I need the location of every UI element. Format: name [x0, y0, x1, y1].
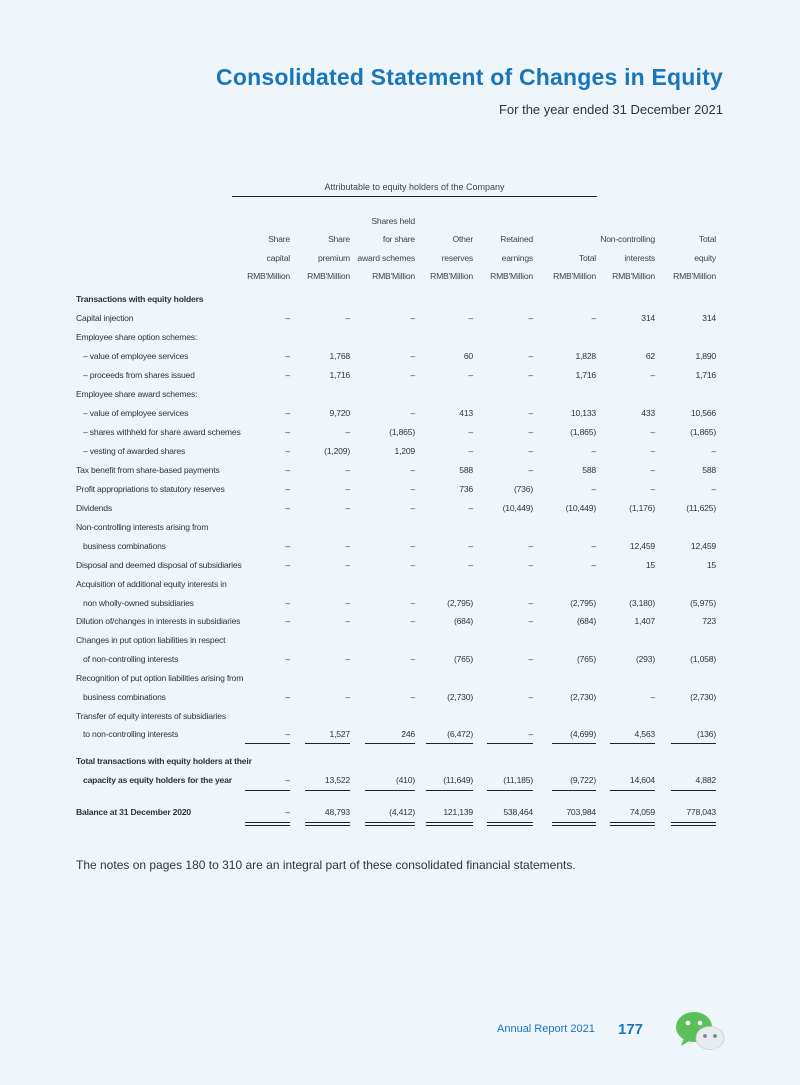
table-cell: 588	[702, 465, 716, 475]
table-cell: –	[468, 313, 473, 323]
table-cell: –	[591, 560, 596, 570]
table-cell: 588	[582, 465, 596, 475]
column-header-8	[673, 212, 716, 285]
table-row	[0, 650, 800, 668]
column-header-line: award schemes	[357, 252, 415, 263]
column-header-line: RMB'Million	[612, 270, 655, 281]
table-cell: (765)	[453, 654, 473, 664]
subtotal-rule	[610, 743, 655, 744]
column-header-3	[357, 212, 415, 285]
table-cell: (1,865)	[570, 427, 596, 437]
column-header-line: Other	[452, 234, 473, 245]
balance-double-rule	[305, 825, 350, 826]
row-label: non wholly-owned subsidiaries	[83, 598, 194, 608]
table-cell: –	[528, 654, 533, 664]
table-cell: 1,768	[329, 351, 350, 361]
table-cell: –	[410, 616, 415, 626]
table-cell: 538,464	[503, 807, 533, 817]
column-header-2	[307, 212, 350, 285]
table-cell: (2,730)	[447, 692, 473, 702]
column-header-line	[490, 212, 533, 230]
row-label: Changes in put option liabilities in respect	[76, 635, 226, 645]
row-label: Non-controlling interests arising from	[76, 522, 209, 532]
row-label: Profit appropriations to statutory reserves	[76, 484, 225, 494]
table-cell: 14,604	[629, 775, 655, 785]
table-cell: –	[591, 484, 596, 494]
table-cell: (4,412)	[389, 807, 415, 817]
footnote: The notes on pages 180 to 310 are an integral part of these consolidated financial statements.	[76, 858, 576, 872]
table-cell: –	[285, 692, 290, 702]
column-header-line: Total	[578, 252, 596, 263]
balance-double-rule	[671, 825, 716, 826]
table-cell: –	[410, 370, 415, 380]
column-header-7	[600, 212, 655, 285]
column-header-1	[247, 212, 290, 285]
row-label: business combinations	[83, 541, 166, 551]
table-cell: (2,795)	[570, 598, 596, 608]
total-rule	[365, 790, 415, 791]
table-cell: –	[345, 541, 350, 551]
balance-double-rule	[305, 822, 350, 823]
attributable-group-header: Attributable to equity holders of the Company	[324, 182, 505, 192]
table-cell: –	[410, 484, 415, 494]
table-cell: 1,716	[329, 370, 350, 380]
total-rule	[610, 790, 655, 791]
table-cell: 10,133	[570, 408, 596, 418]
table-row	[0, 556, 800, 574]
table-row	[0, 537, 800, 555]
column-header-line: interests	[624, 252, 655, 263]
table-cell: (736)	[513, 484, 533, 494]
table-row	[0, 688, 800, 706]
balance-double-rule	[245, 822, 290, 823]
table-row	[0, 461, 800, 479]
table-cell: 433	[641, 408, 655, 418]
table-row	[0, 631, 800, 649]
table-row	[0, 575, 800, 593]
total-rule	[552, 790, 596, 791]
table-cell: –	[285, 408, 290, 418]
table-cell: –	[468, 560, 473, 570]
column-header-line: capital	[266, 252, 290, 263]
column-header-line	[430, 212, 473, 230]
table-cell: –	[528, 729, 533, 739]
total-rule	[305, 790, 350, 791]
table-cell: (6,472)	[447, 729, 473, 739]
table-cell: 9,720	[329, 408, 350, 418]
table-cell: –	[711, 446, 716, 456]
table-cell: 736	[459, 484, 473, 494]
table-cell: –	[345, 313, 350, 323]
table-cell: (684)	[576, 616, 596, 626]
column-header-line: Non-controlling	[600, 234, 655, 245]
row-label: Transfer of equity interests of subsidiaries	[76, 711, 226, 721]
balance-double-rule	[671, 822, 716, 823]
table-cell: (684)	[453, 616, 473, 626]
table-cell: –	[345, 484, 350, 494]
table-cell: –	[591, 313, 596, 323]
table-cell: –	[410, 598, 415, 608]
total-transactions-row-values	[0, 771, 800, 789]
table-cell: –	[711, 484, 716, 494]
table-cell: (10,449)	[502, 503, 533, 513]
column-header-line	[553, 230, 596, 248]
table-cell: (1,176)	[629, 503, 655, 513]
column-header-line: Retained	[500, 234, 533, 245]
table-cell: (5,975)	[690, 598, 716, 608]
row-label: Balance at 31 December 2020	[76, 807, 191, 817]
table-cell: 62	[645, 351, 655, 361]
table-cell: –	[528, 351, 533, 361]
balance-double-rule	[365, 825, 415, 826]
table-row	[0, 290, 800, 308]
table-cell: –	[528, 541, 533, 551]
column-header-line: Share	[268, 234, 290, 245]
row-label: Employee share award schemes:	[76, 389, 198, 399]
table-cell: –	[650, 484, 655, 494]
row-label: Capital injection	[76, 313, 134, 323]
balance-double-rule	[487, 822, 533, 823]
table-row	[0, 669, 800, 687]
table-cell: –	[410, 503, 415, 513]
table-cell: –	[650, 427, 655, 437]
table-cell: –	[285, 807, 290, 817]
table-row	[0, 347, 800, 365]
table-cell: 1,407	[634, 616, 655, 626]
footer-page-number: 177	[618, 1021, 644, 1038]
column-header-line: RMB'Million	[490, 270, 533, 281]
balance-double-rule	[610, 825, 655, 826]
table-cell: –	[285, 541, 290, 551]
table-cell: –	[591, 446, 596, 456]
table-cell: –	[650, 446, 655, 456]
balance-double-rule	[487, 825, 533, 826]
column-header-line: for share	[382, 234, 415, 245]
table-cell: –	[285, 729, 290, 739]
table-cell: 723	[702, 616, 716, 626]
table-cell: –	[285, 484, 290, 494]
table-cell: –	[345, 598, 350, 608]
table-cell: (4,699)	[570, 729, 596, 739]
column-header-line: Total	[698, 234, 716, 245]
table-row	[0, 480, 800, 498]
table-row	[0, 385, 800, 403]
table-cell: (10,449)	[565, 503, 596, 513]
balance-row	[0, 803, 800, 821]
balance-double-rule	[365, 822, 415, 823]
row-label: Tax benefit from share-based payments	[76, 465, 220, 475]
table-cell: –	[410, 313, 415, 323]
table-row	[0, 309, 800, 327]
column-header-line: Share	[328, 234, 350, 245]
table-cell: 15	[645, 560, 655, 570]
table-cell: 703,984	[566, 807, 596, 817]
table-cell: (1,865)	[690, 427, 716, 437]
table-cell: –	[285, 598, 290, 608]
table-cell: (11,649)	[443, 775, 473, 785]
row-label: – shares withheld for share award schemes	[83, 427, 241, 437]
table-cell: –	[285, 775, 290, 785]
total-rule	[245, 790, 290, 791]
table-cell: –	[528, 616, 533, 626]
table-cell: –	[528, 598, 533, 608]
row-label: – value of employee services	[83, 351, 189, 361]
column-header-line: RMB'Million	[307, 270, 350, 281]
table-cell: –	[345, 427, 350, 437]
table-cell: –	[528, 313, 533, 323]
table-cell: –	[528, 446, 533, 456]
table-cell: –	[650, 692, 655, 702]
column-header-line: premium	[317, 252, 350, 263]
table-cell: –	[345, 560, 350, 570]
table-row	[0, 612, 800, 630]
table-cell: 1,716	[695, 370, 716, 380]
table-cell: 1,209	[394, 446, 415, 456]
page-title: Consolidated Statement of Changes in Equity	[216, 64, 723, 90]
table-cell: –	[650, 465, 655, 475]
table-row	[0, 442, 800, 460]
subtotal-rule	[365, 743, 415, 744]
total-rule	[426, 790, 473, 791]
table-cell: –	[410, 408, 415, 418]
table-cell: 314	[702, 313, 716, 323]
table-cell: (410)	[395, 775, 415, 785]
balance-double-rule	[426, 825, 473, 826]
table-cell: –	[468, 446, 473, 456]
table-cell: –	[285, 427, 290, 437]
balance-double-rule	[552, 825, 596, 826]
table-cell: –	[410, 692, 415, 702]
column-header-line	[553, 212, 596, 230]
subtotal-rule	[245, 743, 290, 744]
column-header-6	[553, 212, 596, 285]
table-cell: –	[468, 427, 473, 437]
column-header-line: Shares held	[371, 216, 415, 226]
table-cell: (293)	[635, 654, 655, 664]
column-header-line: RMB'Million	[372, 270, 415, 281]
column-header-line: RMB'Million	[553, 270, 596, 281]
table-cell: 4,563	[634, 729, 655, 739]
total-rule	[671, 790, 716, 791]
column-header-line	[600, 212, 655, 230]
row-label: capacity as equity holders for the year	[83, 775, 232, 785]
row-label: Disposal and deemed disposal of subsidiaries	[76, 560, 242, 570]
table-cell: 48,793	[324, 807, 350, 817]
column-header-line: RMB'Million	[247, 270, 290, 281]
wechat-logo-icon	[674, 1010, 726, 1052]
table-cell: 778,043	[686, 807, 716, 817]
row-label: Dividends	[76, 503, 112, 513]
table-cell: –	[345, 654, 350, 664]
table-row	[0, 404, 800, 422]
table-cell: (1,058)	[690, 654, 716, 664]
subtotal-rule	[552, 743, 596, 744]
footer-report-label: Annual Report 2021	[497, 1023, 595, 1035]
total-transactions-row	[0, 752, 800, 770]
table-cell: (765)	[576, 654, 596, 664]
table-cell: –	[285, 503, 290, 513]
column-header-line	[307, 212, 350, 230]
table-cell: 314	[641, 313, 655, 323]
balance-double-rule	[552, 822, 596, 823]
balance-double-rule	[426, 822, 473, 823]
table-cell: –	[285, 616, 290, 626]
row-label: business combinations	[83, 692, 166, 702]
column-header-line: earnings	[501, 252, 533, 263]
table-cell: –	[650, 370, 655, 380]
column-header-4	[430, 212, 473, 285]
table-row	[0, 328, 800, 346]
table-cell: 413	[459, 408, 473, 418]
subtotal-rule	[487, 743, 533, 744]
group-header-rule	[232, 196, 597, 197]
table-cell: –	[468, 503, 473, 513]
row-label: Recognition of put option liabilities arising from	[76, 673, 244, 683]
table-cell: –	[345, 616, 350, 626]
table-cell: 1,527	[329, 729, 350, 739]
column-header-line: equity	[694, 252, 716, 263]
table-cell: 4,882	[695, 775, 716, 785]
table-cell: –	[528, 370, 533, 380]
table-cell: –	[285, 560, 290, 570]
column-header-line	[673, 212, 716, 230]
row-label: Dilution of/changes in interests in subsidiaries	[76, 616, 241, 626]
table-cell: –	[528, 465, 533, 475]
table-cell: –	[468, 541, 473, 551]
table-cell: (2,795)	[447, 598, 473, 608]
table-cell: 1,890	[695, 351, 716, 361]
table-cell: –	[285, 654, 290, 664]
row-label: Acquisition of additional equity interests in	[76, 579, 227, 589]
subtotal-rule	[305, 743, 350, 744]
table-cell: 12,459	[690, 541, 716, 551]
subtotal-rule	[426, 743, 473, 744]
table-row	[0, 707, 800, 725]
table-cell: –	[528, 408, 533, 418]
table-cell: 74,059	[629, 807, 655, 817]
table-cell: –	[285, 465, 290, 475]
table-cell: 12,459	[629, 541, 655, 551]
row-label: of non-controlling interests	[83, 654, 179, 664]
row-label: to non-controlling interests	[83, 729, 179, 739]
table-cell: –	[345, 465, 350, 475]
row-label: Employee share option schemes:	[76, 332, 198, 342]
table-cell: (9,722)	[570, 775, 596, 785]
table-cell: –	[410, 541, 415, 551]
column-header-line: RMB'Million	[673, 270, 716, 281]
table-row	[0, 518, 800, 536]
table-cell: 13,522	[324, 775, 350, 785]
table-cell: 1,716	[575, 370, 596, 380]
page-subtitle: For the year ended 31 December 2021	[498, 102, 723, 117]
table-cell: 246	[401, 729, 415, 739]
row-label: – value of employee services	[83, 408, 189, 418]
table-cell: –	[285, 446, 290, 456]
table-cell: –	[285, 351, 290, 361]
total-rule	[487, 790, 533, 791]
balance-double-rule	[245, 825, 290, 826]
table-row	[0, 499, 800, 517]
row-label: Transactions with equity holders	[76, 294, 204, 304]
table-cell: (2,730)	[570, 692, 596, 702]
table-cell: –	[468, 370, 473, 380]
table-cell: (1,865)	[389, 427, 415, 437]
table-cell: –	[410, 465, 415, 475]
table-cell: –	[285, 313, 290, 323]
table-cell: (3,180)	[629, 598, 655, 608]
table-cell: (136)	[696, 729, 716, 739]
row-label: – vesting of awarded shares	[83, 446, 186, 456]
column-header-line: RMB'Million	[430, 270, 473, 281]
table-row	[0, 725, 800, 743]
column-header-5	[490, 212, 533, 285]
table-cell: (11,625)	[686, 503, 716, 513]
table-row	[0, 423, 800, 441]
table-cell: –	[345, 503, 350, 513]
row-label: Total transactions with equity holders at their	[76, 756, 252, 766]
table-cell: 15	[706, 560, 716, 570]
table-cell: 60	[463, 351, 473, 361]
table-cell: –	[285, 370, 290, 380]
table-cell: 121,139	[443, 807, 473, 817]
table-cell: –	[345, 692, 350, 702]
table-row	[0, 366, 800, 384]
table-cell: (11,185)	[503, 775, 533, 785]
table-cell: 10,566	[690, 408, 716, 418]
table-cell: –	[528, 560, 533, 570]
column-header-line: reserves	[441, 252, 473, 263]
table-cell: –	[410, 654, 415, 664]
table-cell: –	[528, 427, 533, 437]
table-cell: (2,730)	[690, 692, 716, 702]
balance-double-rule	[610, 822, 655, 823]
row-label: – proceeds from shares issued	[83, 370, 195, 380]
table-row	[0, 594, 800, 612]
table-cell: –	[410, 351, 415, 361]
table-cell: –	[410, 560, 415, 570]
table-cell: 1,828	[575, 351, 596, 361]
column-header-line	[247, 212, 290, 230]
subtotal-rule	[671, 743, 716, 744]
table-cell: (1,209)	[324, 446, 350, 456]
table-cell: 588	[459, 465, 473, 475]
table-cell: –	[528, 692, 533, 702]
table-cell: –	[591, 541, 596, 551]
